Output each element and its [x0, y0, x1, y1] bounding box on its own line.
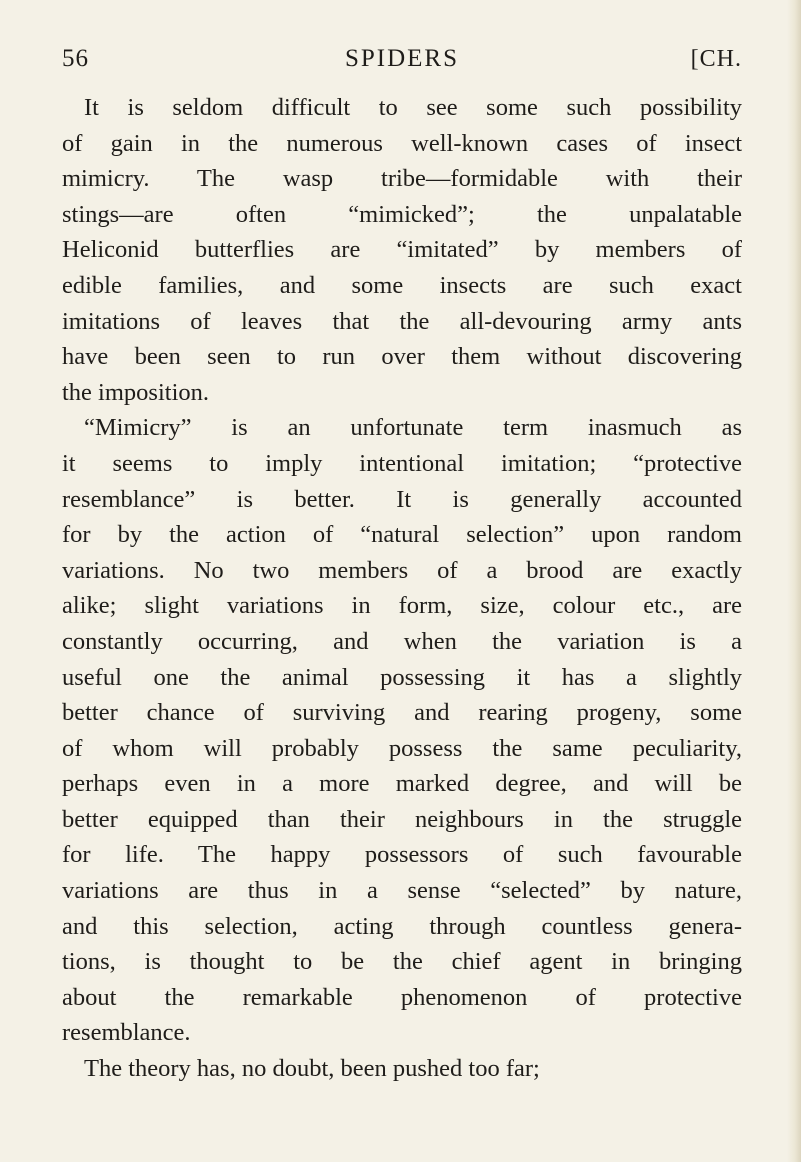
page-edge-shadow: [787, 0, 801, 1162]
text-line: the imposition.: [62, 378, 209, 406]
text-line: better equipped than their neighbours in the struggle: [62, 805, 742, 833]
running-title: SPIDERS: [344, 45, 460, 72]
book-page: [62, 44, 742, 1087]
text-line: constantly occurring, and when the variation is a: [62, 627, 742, 655]
text-line: and this selection, acting through countless genera-: [62, 912, 742, 940]
paragraph-1: [62, 90, 742, 410]
text-line: about the remarkable phenomenon of protective: [62, 983, 742, 1011]
text-line: The theory has, no doubt, been pushed too far;: [84, 1055, 540, 1083]
text-line: imitations of leaves that the all-devouring army ants: [62, 307, 742, 335]
text-line: It is seldom difficult to see some such possibility: [84, 94, 742, 121]
text-line: variations. No two members of a brood are exactly: [62, 556, 742, 584]
text-line: variations are thus in a sense “selected” by nature,: [62, 877, 742, 905]
text-line: useful one the animal possessing it has a slightly: [62, 663, 742, 691]
text-line: resemblance” is better. It is generally accounted: [62, 485, 742, 513]
text-line: mimicry. The wasp tribe—formidable with their: [62, 165, 742, 193]
text-line: for life. The happy possessors of such favourable: [62, 841, 742, 869]
text-line: alike; slight variations in form, size, colour etc., are: [62, 592, 742, 620]
chapter-mark: [CH.: [690, 46, 742, 72]
text-line: perhaps even in a more marked degree, and will be: [62, 770, 742, 798]
text-line: better chance of surviving and rearing progeny, some: [62, 699, 742, 727]
page-number: 56: [62, 45, 89, 72]
text-line: for by the action of “natural selection” upon random: [62, 521, 742, 549]
text-line: tions, is thought to be the chief agent in bringing: [62, 948, 742, 976]
text-line: have been seen to run over them without discovering: [62, 343, 742, 371]
text-line: stings—are often “mimicked”; the unpalatable: [62, 200, 742, 228]
text-line: of gain in the numerous well-known cases of insect: [62, 129, 742, 157]
text-line: it seems to imply intentional imitation; “protective: [62, 449, 742, 477]
body-text: [62, 90, 742, 1087]
paragraph-2: [62, 410, 742, 1051]
paragraph-3: [62, 1051, 742, 1087]
text-line: resemblance.: [62, 1019, 191, 1047]
running-head: [62, 44, 742, 90]
text-line: “Mimicry” is an unfortunate term inasmuch as: [84, 414, 742, 442]
text-line: of whom will probably possess the same peculiarity,: [62, 734, 742, 762]
text-line: Heliconid butterflies are “imitated” by members of: [62, 236, 742, 264]
text-line: edible families, and some insects are such exact: [62, 271, 742, 299]
